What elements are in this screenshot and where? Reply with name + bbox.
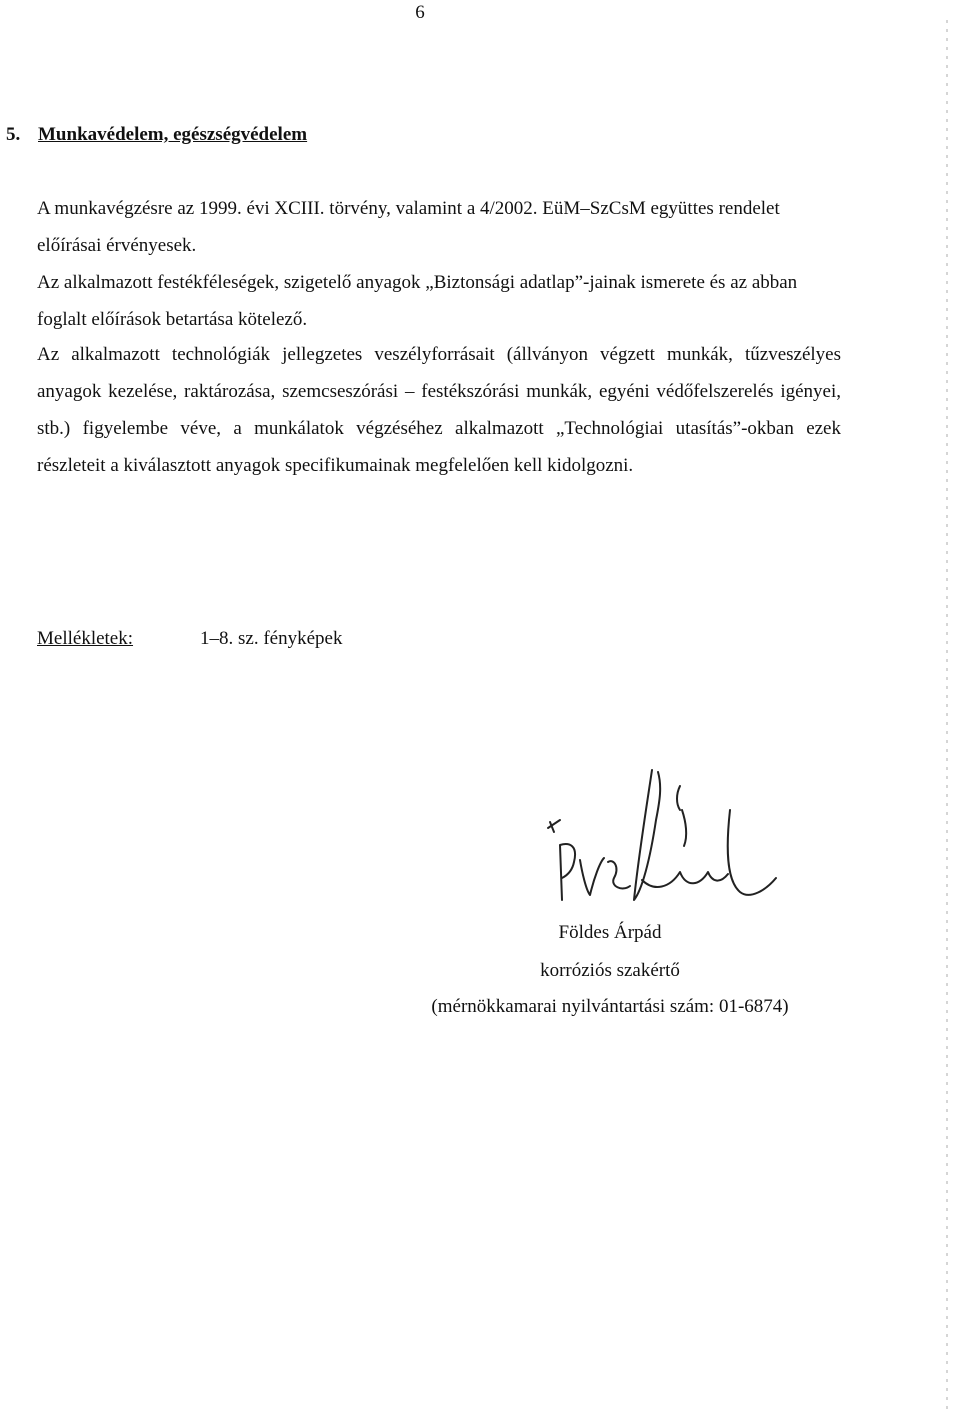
signatory-name: Földes Árpád [558,922,662,943]
section-heading [6,124,307,146]
paragraph-legislation: A munkavégzésre az 1999. évi XCIII. törvény, valamint a 4/2002. EüM–SzCsM együttes rendelet előírásai érvényesek. [37,198,780,256]
attachments-value: 1–8. sz. fényképek [200,628,343,649]
section-number: 5. [6,124,21,145]
paragraph-safety-datasheet: Az alkalmazott festékféleségek, szigetelő anyagok „Biztonsági adatlap”-jainak ismerete és az abban foglalt előírások betartása kötelező. [37,272,798,330]
attachments-line [37,628,342,650]
signatory-role: korróziós szakértő [540,960,680,981]
page-edge-scan-line [946,20,948,1410]
handwritten-signature [530,750,780,920]
signatory-registration: (mérnökkamarai nyilvántartási szám: 01-6874) [431,996,789,1017]
attachments-label: Mellékletek: [37,628,134,649]
paragraph-hazards: Az alkalmazott technológiák jellegzetes veszélyforrásait (állványon végzett munkák, tűzveszélyes anyagok kezelése, raktározása, szemcseszórási – festékszórási munkák, egyéni védőfelszerelés igényei, stb.) figyelembe véve, a munkálatok végzéséhez alkalmazott „Technológiai utasítás”-okban ezek részleteit a kiválasztott anyagok specifikumainak megfelelően kell kidolgozni. [37,344,841,476]
section-title: Munkavédelem, egészségvédelem [38,124,308,145]
page-number: 6 [415,2,425,23]
